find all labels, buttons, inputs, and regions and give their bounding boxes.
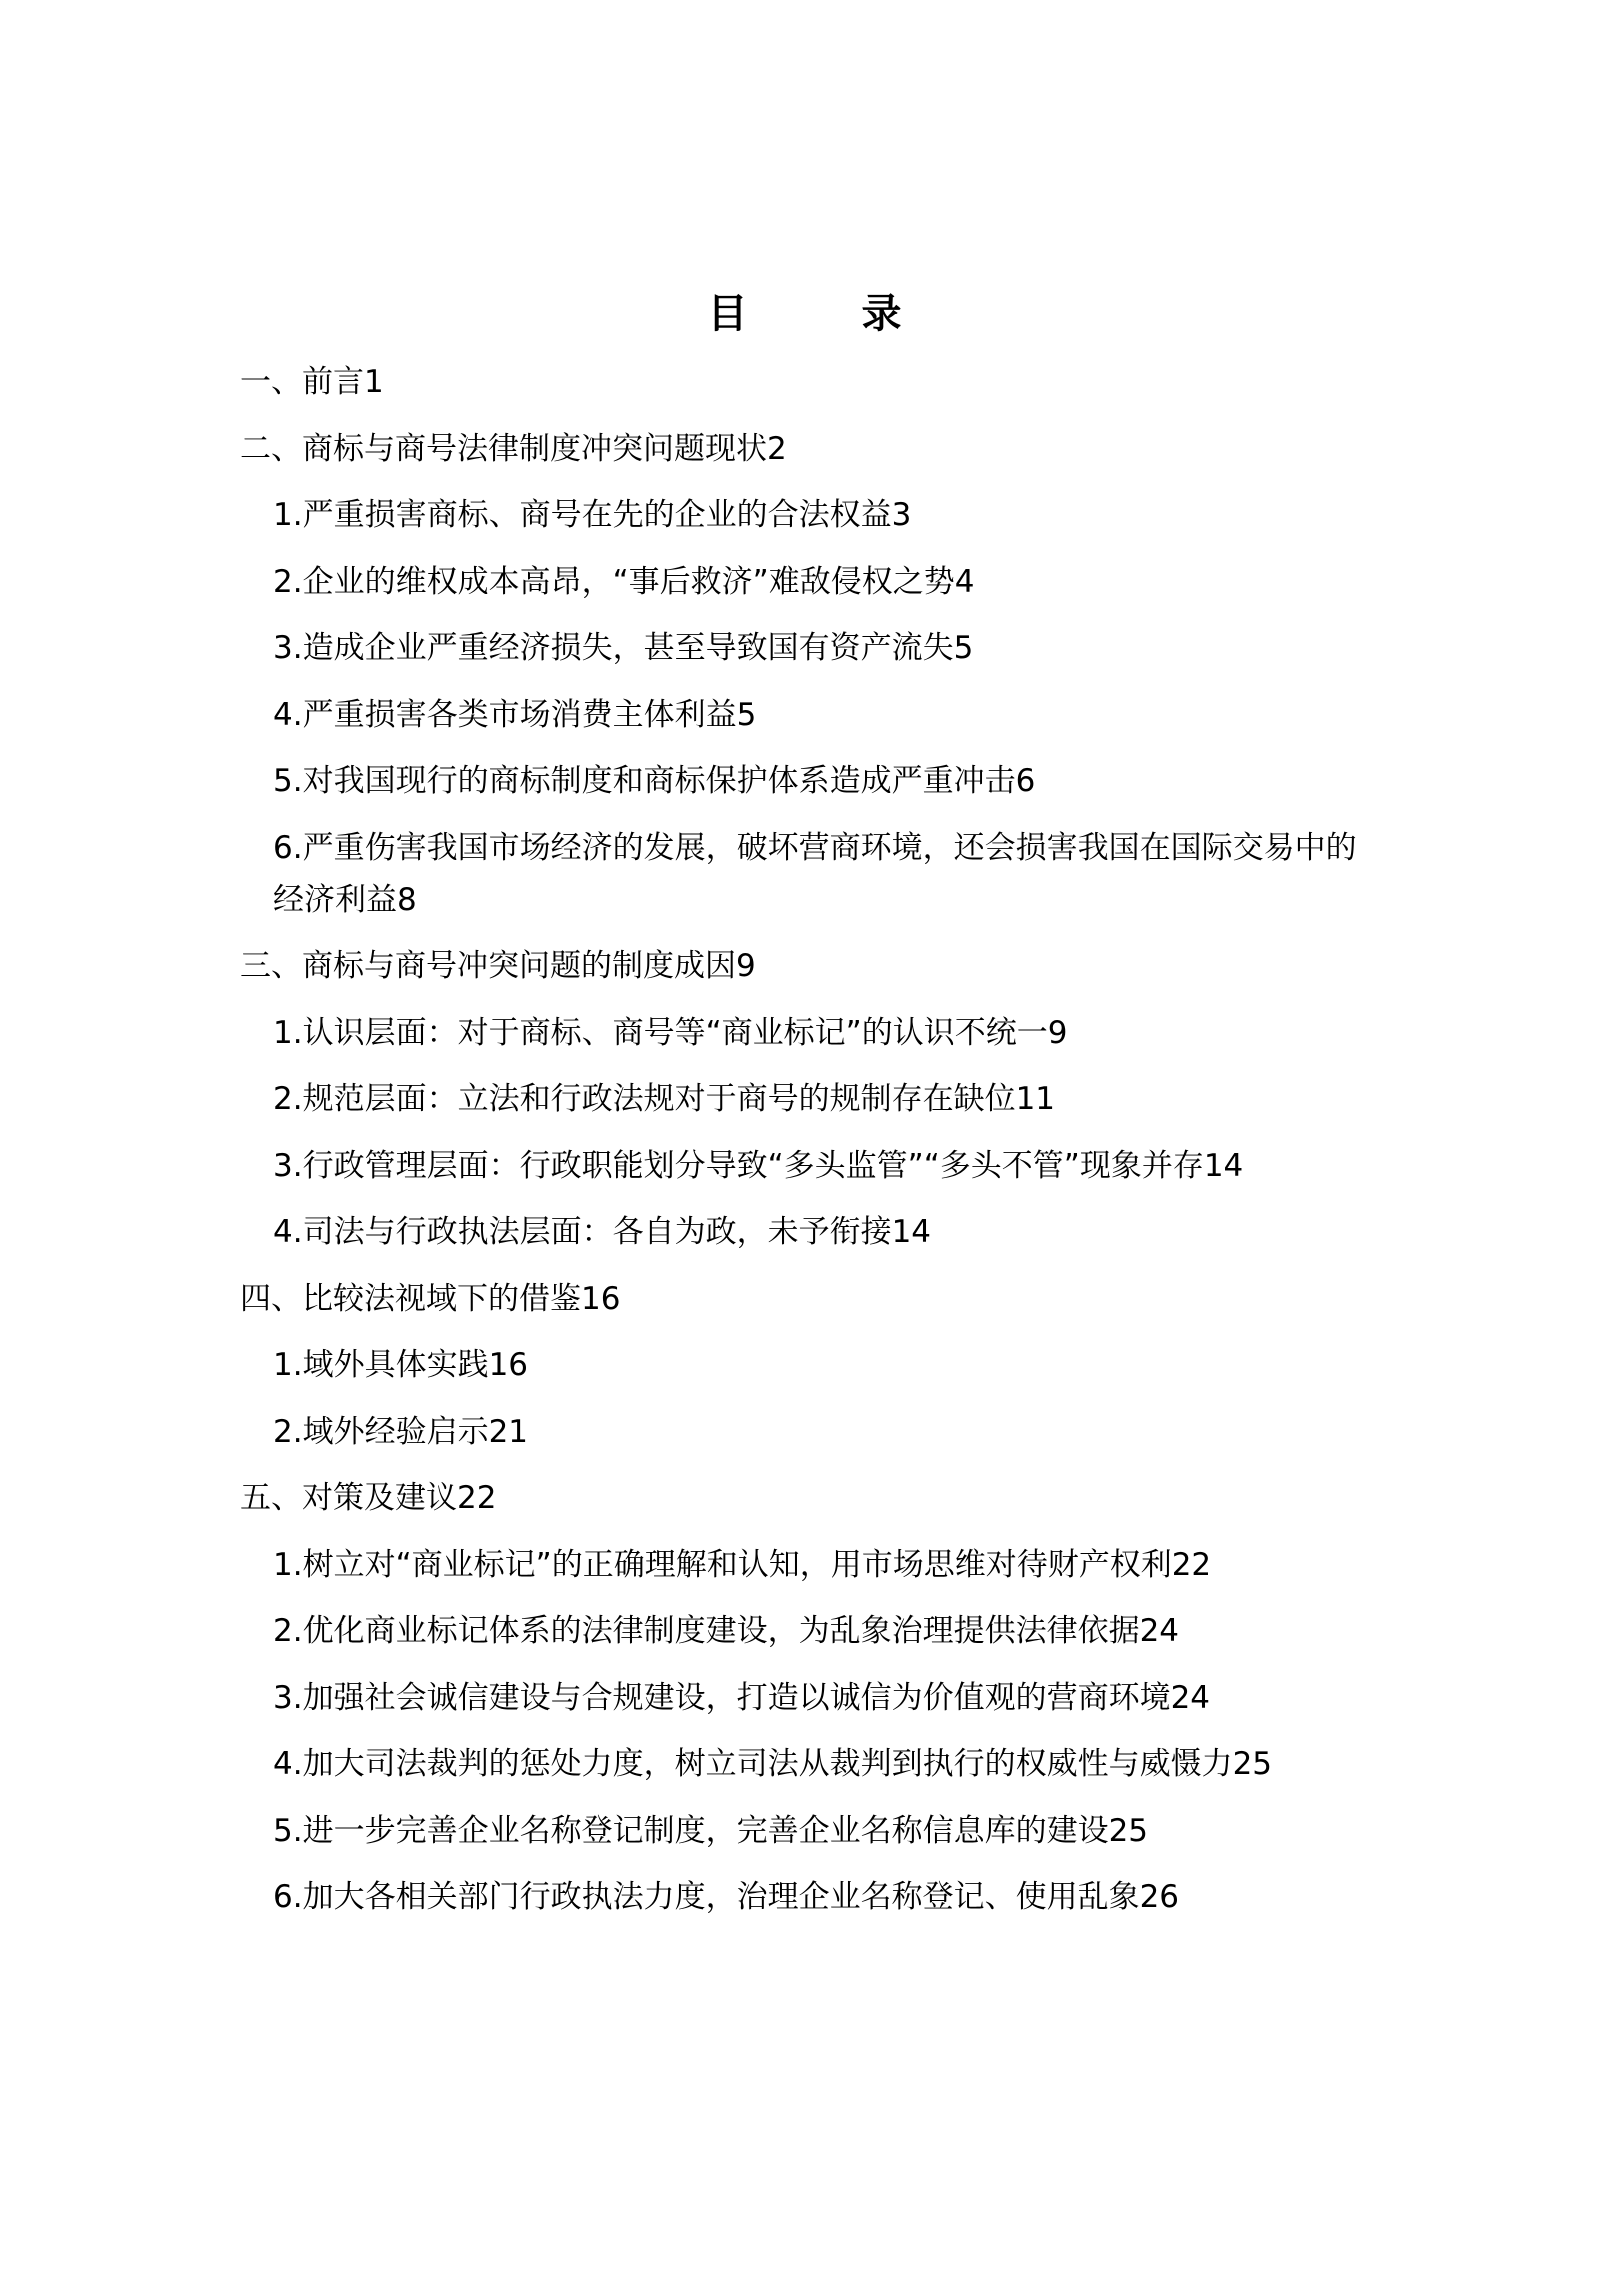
toc-entry-text: 6.加大各相关部门行政执法力度，治理企业名称登记、使用乱象 <box>273 1879 1140 1915</box>
toc-entry-page-number: 25 <box>1232 1746 1273 1782</box>
toc-entry-text: 3.加强社会诚信建设与合规建设，打造以诚信为价值观的营商环境 <box>273 1679 1171 1716</box>
toc-entry[interactable] <box>240 556 1370 608</box>
toc-entry-text: 1.域外具体实践 <box>273 1347 489 1383</box>
toc-entry-text: 4.司法与行政执法层面：各自为政，未予衔接 <box>273 1214 892 1250</box>
toc-entry-page-number: 2 <box>767 430 787 467</box>
toc-entry-text: 2.优化商业标记体系的法律制度建设，为乱象治理提供法律依据 <box>273 1613 1140 1649</box>
toc-entry-text: 4.严重损害各类市场消费主体利益 <box>273 696 737 733</box>
toc-entry[interactable] <box>240 755 1370 807</box>
toc-entry[interactable] <box>240 1073 1370 1125</box>
toc-entry-page-number: 5 <box>736 696 757 733</box>
toc-entry-text: 2.规范层面：立法和行政法规对于商号的规制存在缺位 <box>273 1081 1016 1117</box>
toc-entry[interactable] <box>240 1738 1370 1790</box>
toc-entry[interactable] <box>240 1206 1370 1258</box>
toc-entry-page-number: 4 <box>954 563 975 600</box>
toc-entry-text: 1.树立对“商业标记”的正确理解和认知，用市场思维对待财产权利 <box>273 1546 1172 1583</box>
toc-entry-page-number: 14 <box>1203 1147 1244 1184</box>
toc-entry-page-number: 8 <box>397 881 417 918</box>
toc-entry-page-number: 24 <box>1139 1613 1180 1649</box>
toc-title: 目 录 <box>707 291 952 337</box>
toc-entry[interactable] <box>240 1871 1370 1923</box>
toc-entry-text: 3.造成企业严重经济损失，甚至导致国有资产流失 <box>273 630 954 666</box>
toc-entry-text: 5.对我国现行的商标制度和商标保护体系造成严重冲击 <box>273 763 1016 799</box>
toc-entry[interactable] <box>240 940 1370 992</box>
toc-entry[interactable] <box>240 1672 1370 1724</box>
toc-entry-page-number: 16 <box>581 1280 621 1317</box>
toc-entry-page-number: 24 <box>1170 1679 1211 1716</box>
toc-entry[interactable] <box>240 1472 1370 1524</box>
toc-entry-text: 2.企业的维权成本高昂，“事后救济”难敌侵权之势 <box>273 563 955 600</box>
toc-entry-page-number: 5 <box>953 630 974 666</box>
toc-entry[interactable] <box>240 689 1370 741</box>
toc-entry-page-number: 26 <box>1139 1879 1180 1915</box>
toc-entry-text: 2.域外经验启示 <box>273 1413 489 1450</box>
toc-entry-page-number: 25 <box>1108 1812 1149 1849</box>
toc-entry-page-number: 3 <box>891 497 912 533</box>
toc-entry[interactable] <box>240 822 1370 926</box>
toc-entry[interactable] <box>240 1339 1370 1391</box>
toc-entry-page-number: 21 <box>488 1413 529 1450</box>
toc-entry-page-number: 11 <box>1015 1081 1056 1117</box>
toc-entry-text: 1.严重损害商标、商号在先的企业的合法权益 <box>273 497 892 533</box>
toc-entry-page-number: 9 <box>736 948 756 984</box>
toc-entry-text: 一、前言 <box>240 364 364 400</box>
toc-entry-text: 5.进一步完善企业名称登记制度，完善企业名称信息库的建设 <box>273 1812 1109 1849</box>
toc-list <box>240 356 1370 1938</box>
toc-entry-page-number: 22 <box>1171 1546 1212 1583</box>
toc-entry[interactable] <box>240 1805 1370 1857</box>
toc-entry-text: 三、商标与商号冲突问题的制度成因 <box>240 948 736 984</box>
toc-entry-page-number: 14 <box>891 1214 932 1250</box>
toc-entry-text: 二、商标与商号法律制度冲突问题现状 <box>240 430 767 467</box>
toc-entry[interactable] <box>240 423 1370 475</box>
toc-entry-page-number: 16 <box>488 1347 529 1383</box>
toc-entry-text: 6.严重伤害我国市场经济的发展，破坏营商环境，还会损害我国在国际交易中的经济利益 <box>273 829 1357 918</box>
toc-entry-text: 4.加大司法裁判的惩处力度，树立司法从裁判到执行的权威性与威慑力 <box>273 1746 1233 1782</box>
toc-entry[interactable] <box>240 489 1370 541</box>
toc-entry[interactable] <box>240 1140 1370 1192</box>
toc-entry[interactable] <box>240 1605 1370 1657</box>
toc-entry[interactable] <box>240 1539 1370 1591</box>
toc-entry-text: 3.行政管理层面：行政职能划分导致“多头监管”“多头不管”现象并存 <box>273 1147 1204 1184</box>
toc-entry[interactable] <box>240 1406 1370 1458</box>
toc-entry-text: 四、比较法视域下的借鉴 <box>240 1280 581 1317</box>
toc-entry[interactable] <box>240 622 1370 674</box>
toc-entry[interactable] <box>240 356 1370 408</box>
toc-entry-text: 五、对策及建议 <box>240 1480 457 1516</box>
toc-entry-page-number: 1 <box>364 364 384 400</box>
toc-entry-page-number: 9 <box>1047 1014 1068 1051</box>
toc-entry-page-number: 6 <box>1015 763 1036 799</box>
toc-entry[interactable] <box>240 1273 1370 1325</box>
toc-entry[interactable] <box>240 1007 1370 1059</box>
toc-entry-page-number: 22 <box>457 1480 497 1516</box>
toc-entry-text: 1.认识层面：对于商标、商号等“商业标记”的认识不统一 <box>273 1014 1048 1051</box>
